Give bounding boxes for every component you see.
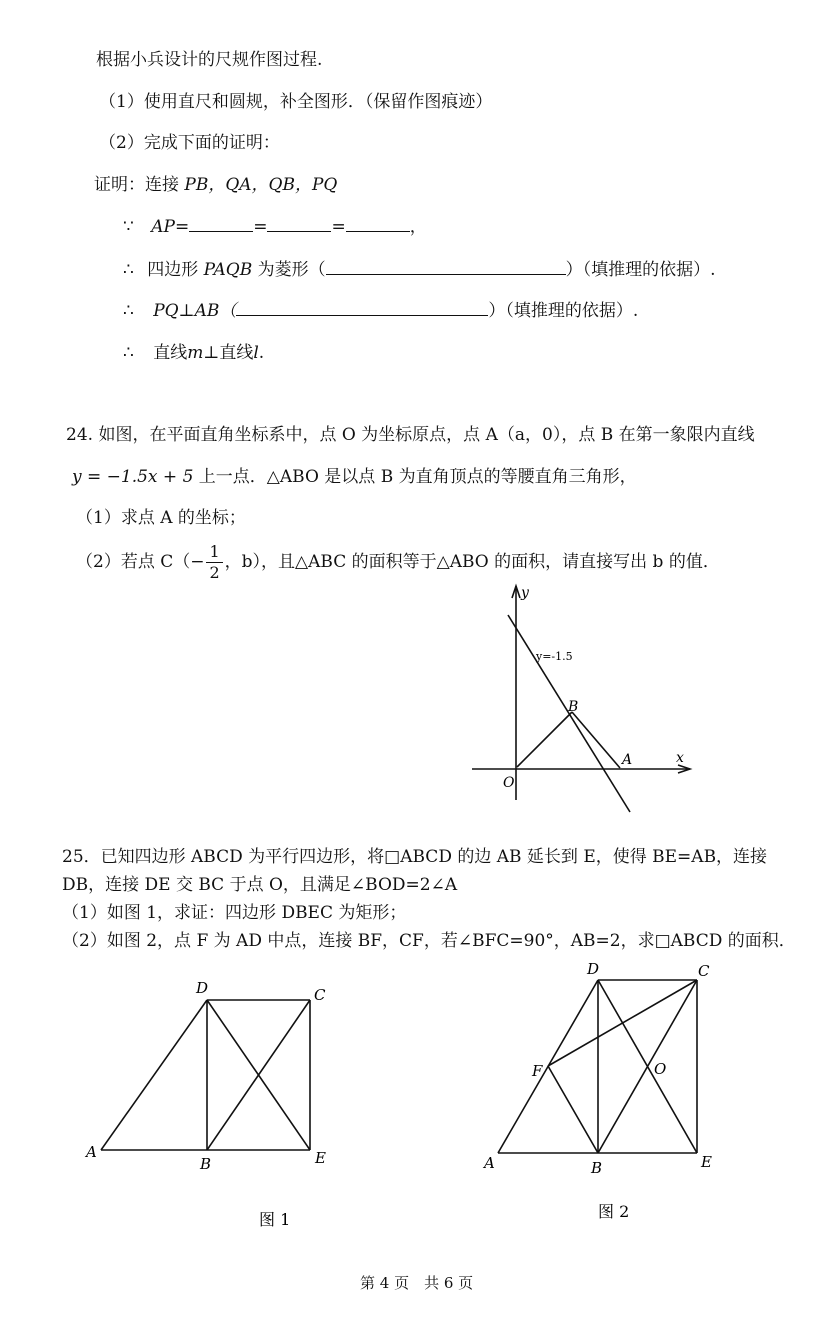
fig2-label-d: D: [587, 960, 600, 978]
page-footer: 第 4 页 共 6 页: [360, 1274, 474, 1292]
line-m: m: [187, 343, 204, 363]
conclusion-b: ⊥直线: [203, 343, 254, 363]
fig2-label-f: F: [532, 1062, 543, 1080]
q23-part1: （1）使用直尺和圆规，补全图形．（保留作图痕迹）: [99, 92, 493, 112]
origin-label: O: [503, 775, 515, 791]
therefore-symbol-3: ∴: [123, 343, 134, 363]
x-axis-label: x: [676, 750, 684, 766]
fig2-label-b: B: [591, 1159, 603, 1177]
q25-line1: 25．已知四边形 ABCD 为平行四边形，将□ABCD 的边 AB 延长到 E，使得 BE=AB，连接: [62, 847, 768, 867]
fig2-label-o: O: [654, 1060, 667, 1078]
point-a-label: A: [622, 752, 633, 768]
q23-part2: （2）完成下面的证明：: [99, 133, 280, 153]
line-equation: y = −1.5x + 5: [72, 467, 194, 487]
conclusion-a: 直线: [153, 343, 188, 363]
edge-fc: [548, 980, 697, 1066]
because-symbol: ∵: [123, 217, 134, 237]
line-label: y=-1.5: [536, 650, 573, 663]
perp-reason: ）（填推理的依据）.: [488, 301, 639, 321]
rhombus-reason: ）（填推理的依据）.: [565, 260, 716, 280]
q24-part2-a: （2）若点 C（−: [76, 552, 205, 572]
eq-sign-1: =: [253, 217, 268, 237]
q25-part2: （2）如图 2，点 F 为 AD 中点，连接 BF，CF，若∠BFC=90°，AB=2，求□ABCD 的面积．: [62, 931, 796, 951]
fig1-label-b: B: [200, 1155, 212, 1173]
edge-fb: [548, 1066, 598, 1153]
fig1-label-c: C: [314, 986, 326, 1004]
therefore-symbol-2: ∴: [123, 301, 134, 321]
q24-part2-b: ，b），且△ABC 的面积等于△ABO 的面积，请直接写出 b 的值．: [224, 552, 720, 572]
proof-intro-text: 证明：连接: [94, 175, 179, 195]
q24-line1: 24. 如图，在平面直角坐标系中，点 O 为坐标原点，点 A（a，0），点 B 在第一象限内直线: [66, 425, 755, 445]
y-axis-label: y: [521, 585, 529, 601]
fig1-label-d: D: [196, 979, 209, 997]
fraction-denominator: 2: [209, 563, 220, 582]
rhombus-suffix: 为菱形（: [257, 260, 326, 280]
rhombus-prefix: 四边形: [147, 260, 199, 280]
fraction-numerator: 1: [206, 542, 222, 563]
fig2-label-c: C: [698, 962, 710, 980]
q25-part1: （1）如图 1，求证：四边形 DBEC 为矩形；: [62, 903, 407, 923]
q23-intro: 根据小兵设计的尺规作图过程.: [96, 50, 323, 70]
q25-line2: DB，连接 DE 交 BC 于点 O，且满足∠BOD=2∠A: [62, 875, 458, 895]
fig1-label-a: A: [86, 1143, 97, 1161]
comma: ，: [409, 217, 427, 237]
perp-statement: PQ⊥AB（: [153, 301, 237, 321]
fig1-caption: 图 1: [259, 1210, 291, 1229]
conclusion-c: .: [258, 343, 265, 363]
eq-sign-2: =: [331, 217, 346, 237]
fig2-label-e: E: [701, 1153, 712, 1171]
therefore-symbol: ∴: [123, 260, 134, 280]
fig2-label-a: A: [484, 1154, 495, 1172]
fig2-caption: 图 2: [598, 1202, 630, 1221]
q24-line2-text: 上一点．△ABO 是以点 B 为直角顶点的等腰直角三角形，: [193, 467, 637, 487]
rhombus-name: PAQB: [203, 260, 253, 280]
fig1-label-e: E: [315, 1149, 326, 1167]
ap-label: AP=: [151, 217, 190, 237]
proof-segments: PB，QA，QB，PQ: [184, 175, 338, 195]
q24-part1: （1）求点 A 的坐标；: [76, 508, 246, 528]
line-l: l: [253, 343, 259, 363]
point-b-label: B: [568, 699, 579, 715]
